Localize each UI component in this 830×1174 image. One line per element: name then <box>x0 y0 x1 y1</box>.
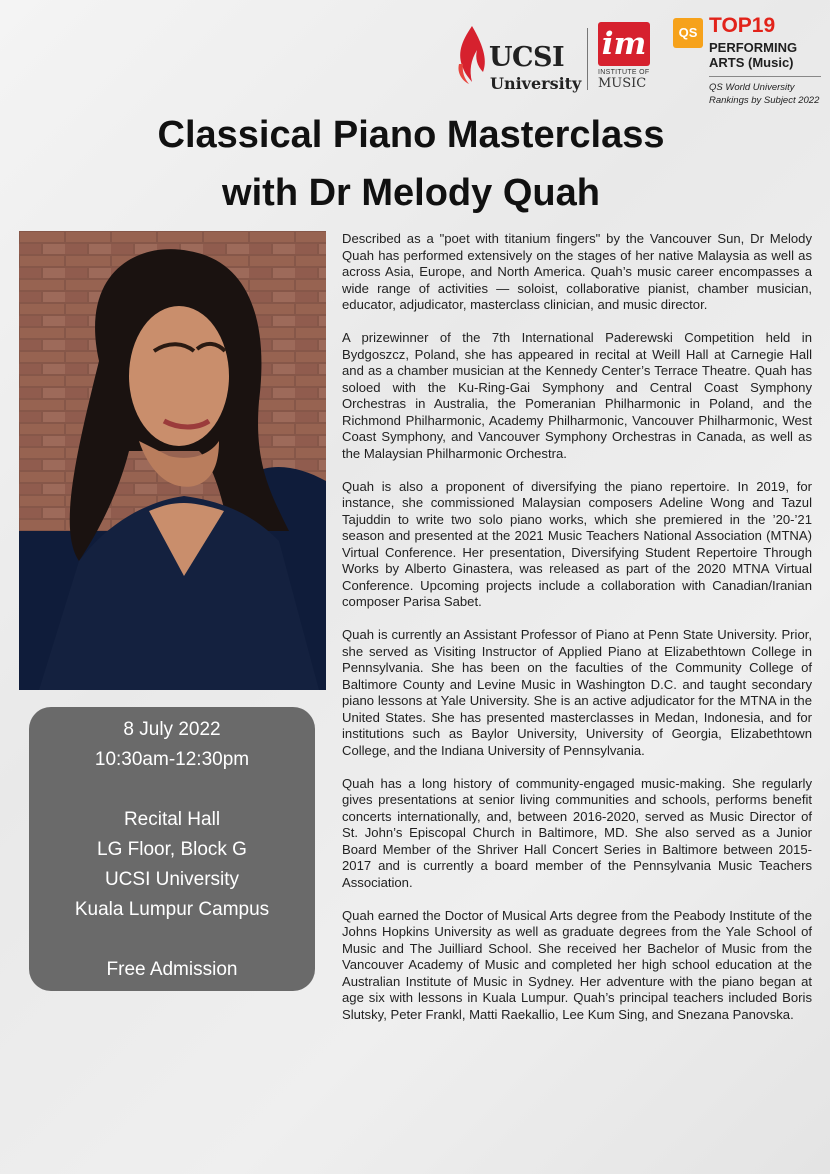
qs-caption-line1: QS World University <box>709 82 795 93</box>
venue-line2: LG Floor, Block G <box>97 839 247 860</box>
qs-subject-line2: ARTS (Music) <box>709 55 794 70</box>
ucsi-logo-sub: University <box>490 74 582 93</box>
qs-subject-line1: PERFORMING <box>709 40 798 55</box>
qs-logo-icon: QS <box>673 18 703 48</box>
biography <box>342 231 812 1040</box>
bio-paragraph-6: Quah earned the Doctor of Musical Arts degree from the Peabody Institute of the Johns Hopkins University as well as graduate degrees from the Yale School of Music and The Juilliard School. She received her Bachelor of Music from the Vancouver Academy of Music and completed her high school education at the Australian Institute of Music in Sydney. Her adventure with the piano began at age six with lessons in Kuala Lumpur. Quah’s principal teachers included Boris Slutsky, Peter Frankl, Matti Raekallio, Lee Kum Sing, and Snezana Panovska. <box>342 907 812 1022</box>
venue-line3: UCSI University <box>104 869 240 890</box>
bio-paragraph-3: Quah is also a proponent of diversifying the piano repertoire. In 2019, for instance, she commissioned Malaysian composers Adeline Wong and Tazul Tajuddin to write two solo piano works, which she premiered in the ’20-’21 season and presented at the 2021 Music Teachers National Association (MTNA) Virtual Conference. Her presentation, Diversifying Student Repertoire Through Works by Alberto Ginastera, was released as part of the 2020 MTNA Virtual Conference. Upcoming projects include a collaboration with Canadian/Iranian composer Parisa Sabet. <box>342 478 812 609</box>
logo-divider <box>587 28 588 90</box>
qs-ranking-badge <box>673 14 823 110</box>
ucsi-logo <box>455 24 583 94</box>
im-line1: INSTITUTE OF <box>598 69 650 76</box>
im-mark: im <box>598 22 650 66</box>
title-line2: with Dr Melody Quah <box>222 172 600 214</box>
bio-paragraph-2: A prizewinner of the 7th International Paderewski Competition held in Bydgoszcz, Poland, she has appeared in recital at Weill Hall at Carnegie Hall and as a chamber musician at the Kennedy Center’s Terrace Theatre. Quah has soloed with the Ku-Ring-Gai Symphony and Central Coast Symphony Orchestras in Australia, the Pomeranian Philharmonic in Poland, and the Richmond Philharmonic, Academy Philharmonic, Vancouver Philharmonic, West Coast Symphony, and Vancouver Symphony Orchestras in Canada, as well as the Malaysian Philharmonic Orchestra. <box>342 330 812 461</box>
venue-line4: Kuala Lumpur Campus <box>74 899 270 920</box>
admission-text: Free Admission <box>106 959 238 980</box>
event-time: 10:30am-12:30pm <box>94 749 250 770</box>
bio-paragraph-5: Quah has a long history of community-engaged music-making. She regularly gives presentations at senior living communities and schools, performs benefit concerts internationally, and, between 2016-2020, served as Music Director of St. John’s Episcopal Church in Baltimore, MD. She also served as a Junior Board Member of the Shriver Hall Concert Series in Baltimore between 2015-2017 and is currently a board member of the Pennsylvania Music Teachers Association. <box>342 775 812 890</box>
qs-divider <box>709 76 821 77</box>
bio-paragraph-4: Quah is currently an Assistant Professor of Piano at Penn State University. Prior, she served as Visiting Instructor of Applied Piano at Elizabethtown College in Pennsylvania. She has been on the faculties of the Community College of Baltimore County and Levine Music in Washington D.C. and taught secondary piano lessons at Yale University. She is an active adjudicator for the MTNA in the United States. She has presented masterclasses in Medan, Indonesia, and for institutions such as Baylor University, University of Georgia, Elizabethtown College, and the Indiana University of Pennsylvania. <box>342 627 812 758</box>
title-line1: Classical Piano Masterclass <box>157 114 665 156</box>
ucsi-flame-icon <box>455 24 489 86</box>
header-logos <box>455 14 825 110</box>
qs-rank: TOP19 <box>709 14 776 37</box>
page-title <box>0 106 822 222</box>
portrait-photo <box>19 231 326 690</box>
ucsi-logo-name: UCSI <box>489 42 565 73</box>
institute-of-music-logo <box>598 22 654 94</box>
event-date: 8 July 2022 <box>123 719 221 740</box>
venue-line1: Recital Hall <box>123 809 221 830</box>
event-info-card <box>29 707 315 991</box>
bio-paragraph-1: Described as a "poet with titanium fingers" by the Vancouver Sun, Dr Melody Quah has performed extensively on the stages of her native Malaysia as well as across Asia, Europe, and North America. Quah’s music career encompasses a wide range of activities — soloist, collaborative pianist, chamber musician, educator, adjudicator, masterclass clinician, and music director. <box>342 231 812 312</box>
im-line2: MUSIC <box>598 76 647 91</box>
qs-caption-line2: Rankings by Subject 2022 <box>709 95 820 106</box>
